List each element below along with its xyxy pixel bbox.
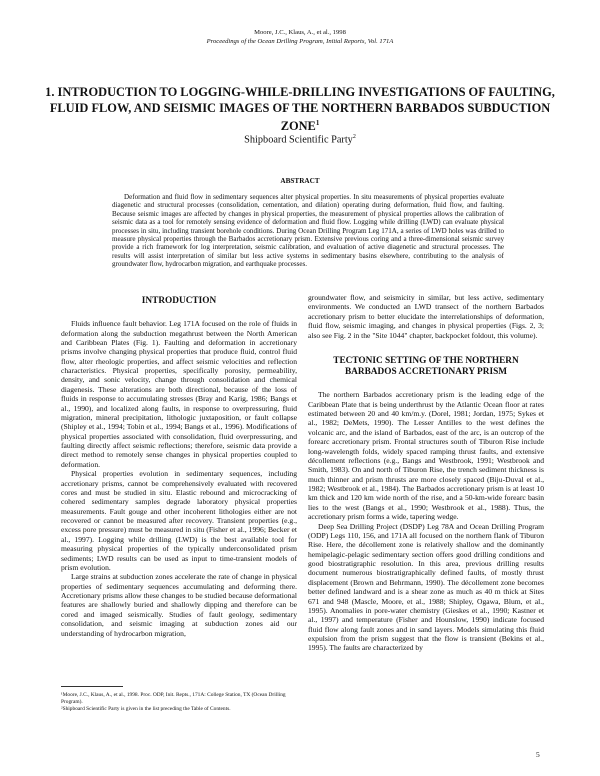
- tectonic-setting-heading: TECTONIC SETTING OF THE NORTHERN BARBADOS ACCRETIONARY PRISM: [333, 355, 519, 378]
- footnote-rule: [61, 686, 123, 687]
- abstract-body: Deformation and fluid flow in sedimentary sequences alter physical properties. In situ measurements of physical properties evaluate diagenetic and structural processes (consolidation, cementation, and dilation) operating during deformation, fluid flow, and faulting. Because seismic images are affected by changes in physical properties, the measurement of physical properties allows the calibration of seismic data as a tool for remotely sensing evidence of deformation and fluid flow. Logging while drilling (LWD) can evaluate physical processes in situ, including transient borehole conditions. During Ocean Drilling Program Leg 171A, a series of LWD holes was drilled to measure physical properties through the Barbados accretionary prism. Extensive previous coring and a three-dimensional seismic survey provide a rich framework for log interpretation, seismic calibration, and evaluation of active diagenetic and structural processes. The results will assist interpretation of similar but less active systems in sedimentary basins elsewhere, contributing to the analysis of groundwater flow, hydrocarbon migration, and earthquake processes.: [112, 193, 504, 269]
- author-line: [0, 134, 600, 145]
- author-name: Shipboard Scientific Party: [244, 134, 353, 146]
- right-column: [308, 293, 544, 653]
- introduction-heading: INTRODUCTION: [141, 296, 217, 306]
- running-head: [0, 28, 600, 46]
- footnotes: [61, 686, 297, 714]
- title-footnote-marker: 1: [315, 119, 320, 127]
- intro-paragraph-3: Large strains at subduction zones accelerate the rate of change in physical properties of sedimentary sequences accumulating and deforming there. Accretionary prisms allow these changes to be studied because deformational features are shallowly buried and shallowly dipping and therefore can be cored and imaged seismically. Studies of fault geology, sedimentary consolidation, and seismic imaging at subduction zones aid our understanding of hydrocarbon migration,: [61, 572, 297, 638]
- author-footnote-marker: 2: [352, 134, 356, 140]
- chapter-title: [40, 85, 560, 135]
- tectonic-paragraph-1: The northern Barbados accretionary prism is the leading edge of the Caribbean Plate that is being underthrust by the Atlantic Ocean floor at rates estimated between 20 and 40 km/m.y. (Dorel, 1981; Jordan, 1975; Sykes et al., 1982; DeMets, 1990). The Lesser Antilles to the west defines the volcanic arc, and the island of Barbados, east of the arc, is an outcrop of the forearc accretionary prism. Frontal structures south of Tiburon Rise include long-wavelength folds, widely spaced ramping thrust faults, and extensive décollement reflections (e.g., Bangs and Westbrook, 1991; Westbrook and Smith, 1983). On and north of Tiburon Rise, the trench sediment thickness is much thinner and prism thrusts are more closely spaced (Biju-Duval et al., 1982; Westbrook et al., 1984). The Barbados accretionary prism is at least 10 km thick and 120 km wide north of the rise, and a 50-km-wide forearc basin lies to the west (Bangs et al., 1990; Westbrook et al., 1988). Thus, the accretionary prism forms a wide, tapering wedge.: [308, 390, 544, 522]
- page-number: 5: [536, 750, 540, 759]
- abstract-heading: ABSTRACT: [280, 177, 320, 185]
- footnote-1: ¹Moore, J.C., Klaus, A., et al., 1998. Proc. ODP, Init. Repts., 171A: College Station, TX (Ocean Drilling Program).: [61, 692, 286, 705]
- intro-paragraph-2: Physical properties evolution in sedimentary sequences, including accretionary prisms, cannot be comprehensively evaluated with recovered cores and must be studied in situ. Elastic rebound and microcracking of cohered sedimentary samples degrade laboratory physical properties measurements. Fault gouge and other incoherent lithologies either are not recovered or cannot be measured after recovery. Transient properties (e.g., excess pore pressure) must be measured in situ (Fisher et al., 1996; Becker et al., 1997). Logging while drilling (LWD) is the best available tool for measuring physical properties of the typically underconsolidated prism sediments; LWD results can be used as input to time-transient models of prism evolution.: [61, 469, 297, 572]
- footnote-2: ²Shipboard Scientific Party is given in the list preceding the Table of Contents.: [61, 706, 231, 713]
- tectonic-paragraph-2: Deep Sea Drilling Project (DSDP) Leg 78A and Ocean Drilling Program (ODP) Legs 110, 156, and 171A all focused on the northern flank of Tiburon Rise. Here, the décollement zone is relatively shallow and the dominantly hemipelagic-pelagic sedimentary section offers good drilling conditions and good biostratigraphic resolution. In this area, previous drilling results document numerous biostratigraphically defined faults, of mostly thrust displacement (Brown and Behrmann, 1990). The décollement zone becomes better defined landward and is a shear zone as much as 40 m thick at Sites 671 and 948 (Mascle, Moore, et al., 1988; Shipley, Ogawa, Blum, et al., 1995). Anomalies in pore-water chemistry (Gieskes et al., 1990; Kastner et al., 1997) and temperature (Fisher and Hounslow, 1990) indicate focused fluid flow along fault zones and in sand layers. Models simulating this fluid expulsion from the prism suggest that the flow is transient (Bekins et al., 1995). The faults are characterized by: [308, 521, 544, 653]
- running-head-proceedings: Proceedings of the Ocean Drilling Program, Initial Reports, Vol. 171A: [206, 38, 394, 45]
- chapter-title-text: 1. INTRODUCTION TO LOGGING-WHILE-DRILLING INVESTIGATIONS OF FAULTING, FLUID FLOW, AND SEISMIC IMAGES OF THE NORTHERN BARBADOS SUBDUCTION ZONE: [45, 85, 555, 134]
- left-column: [61, 293, 297, 638]
- intro-paragraph-1: Fluids influence fault behavior. Leg 171A focused on the role of fluids in deformation along the subduction megathrust between the North American and Caribbean Plates (Fig. 1). Faulting and deformation in accretionary prisms involve changing physical properties that produce fluid, control fluid flow, alter rheologic properties, and affect seismic velocities and reflection characteristics. Physical properties, specifically porosity, permeability, density, and sonic velocity, change through consolidation and chemical diagenesis. These alterations are both directional, because of the loss of fluids in response to accumulating stresses (Bray and Karig, 1986; Bangs et al., 1990), and localized along faults, in response to overpressuring, fluid migration, mineral precipitation, lithologic juxtaposition, or fault collapse (Shipley et al., 1994; Tobin et al., 1994; Bangs et al., 1996). Modifications of physical properties associated with consolidation, fluid overpressuring, and faulting directly affect seismic reflections; therefore, seismic data provide a direct method to remotely sense changes in physical properties coupled to deformation.: [61, 319, 297, 469]
- intro-continuation: groundwater flow, and seismicity in similar, but less active, sedimentary environments. We conducted an LWD transect of the northern Barbados accretionary prism to better elucidate the interrelationships of deformation, fluid flow, seismic imaging, and changes in physical properties (Figs. 2, 3; also see Fig. 2 in the "Site 1044" chapter, backpocket foldout, this volume).: [308, 293, 544, 340]
- running-head-citation: Moore, J.C., Klaus, A., et al., 1998: [254, 29, 346, 36]
